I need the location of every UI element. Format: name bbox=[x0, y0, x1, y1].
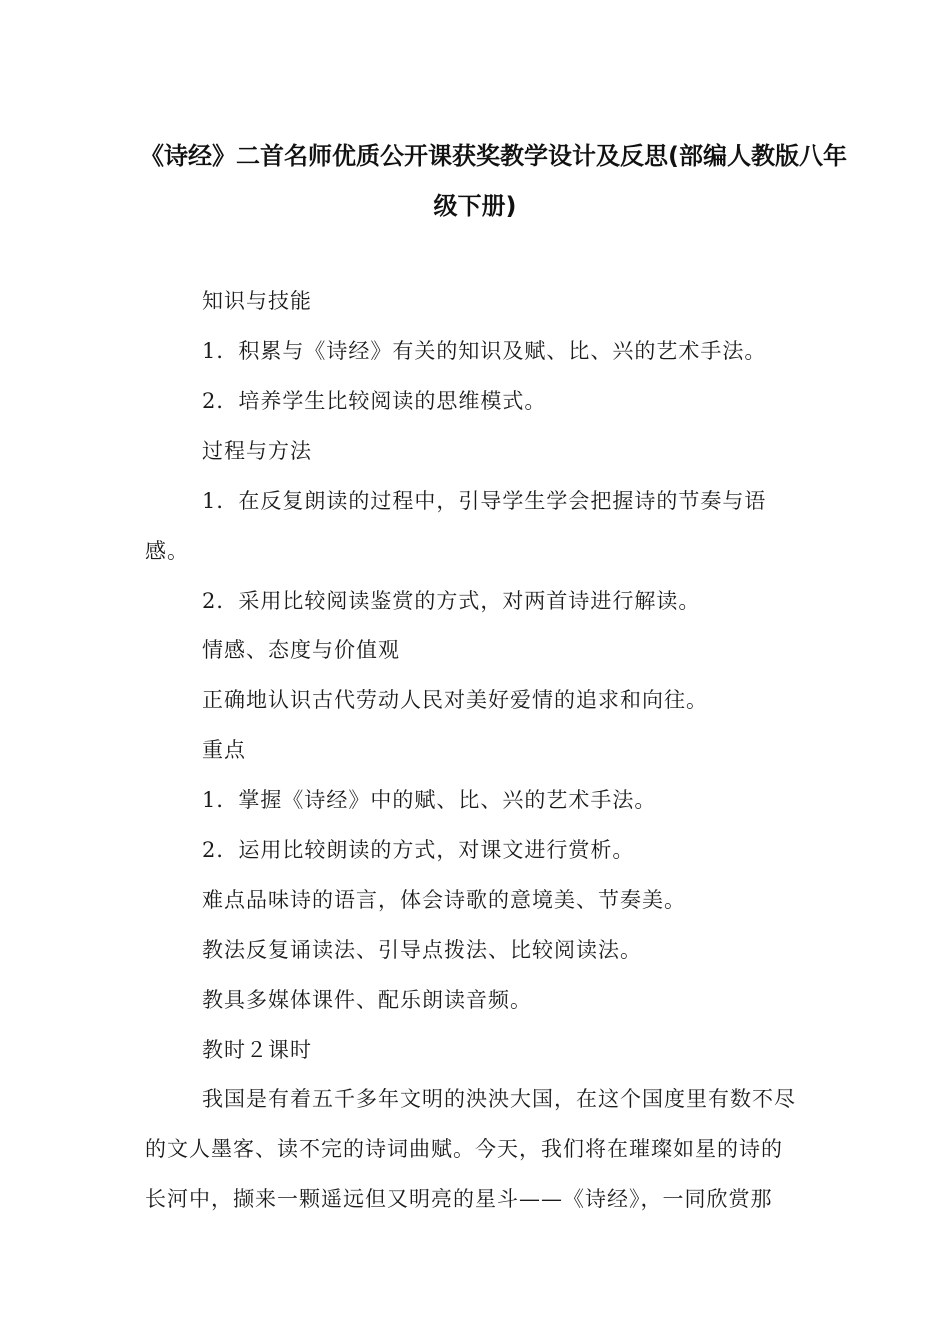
paragraph-hours: 教时２课时 bbox=[202, 1038, 312, 1062]
document-title-line-1: 《诗经》二首名师优质公开课获奖教学设计及反思(部编人教版八年 bbox=[140, 142, 847, 170]
paragraph-tools: 教具多媒体课件、配乐朗读音频。 bbox=[202, 988, 532, 1012]
paragraph: 1．在反复朗读的过程中，引导学生学会把握诗的节奏与语 bbox=[202, 489, 767, 513]
section-heading-process: 过程与方法 bbox=[202, 439, 312, 463]
section-heading-knowledge: 知识与技能 bbox=[202, 289, 312, 313]
document-title-line-2: 级下册) bbox=[433, 192, 517, 220]
paragraph: 1．掌握《诗经》中的赋、比、兴的艺术手法。 bbox=[202, 788, 657, 812]
paragraph: 1．积累与《诗经》有关的知识及赋、比、兴的艺术手法。 bbox=[202, 339, 767, 363]
paragraph-continuation: 感。 bbox=[145, 539, 189, 563]
paragraph: 2．培养学生比较阅读的思维模式。 bbox=[202, 389, 547, 413]
paragraph-method: 教法反复诵读法、引导点拨法、比较阅读法。 bbox=[202, 938, 642, 962]
paragraph: 正确地认识古代劳动人民对美好爱情的追求和向往。 bbox=[202, 688, 708, 712]
paragraph: 2．运用比较朗读的方式，对课文进行赏析。 bbox=[202, 838, 635, 862]
paragraph: 2．采用比较阅读鉴赏的方式，对两首诗进行解读。 bbox=[202, 589, 701, 613]
paragraph-intro-continuation: 长河中，撷来一颗遥远但又明亮的星斗——《诗经》，一同欣赏那 bbox=[145, 1187, 773, 1211]
section-heading-emotion: 情感、态度与价值观 bbox=[202, 638, 400, 662]
paragraph-difficulty: 难点品味诗的语言，体会诗歌的意境美、节奏美。 bbox=[202, 888, 686, 912]
section-heading-key-points: 重点 bbox=[202, 738, 246, 762]
paragraph-intro: 我国是有着五千多年文明的泱泱大国，在这个国度里有数不尽 bbox=[202, 1087, 796, 1111]
paragraph-intro-continuation: 的文人墨客、读不完的诗词曲赋。今天，我们将在璀璨如星的诗的 bbox=[145, 1137, 783, 1161]
